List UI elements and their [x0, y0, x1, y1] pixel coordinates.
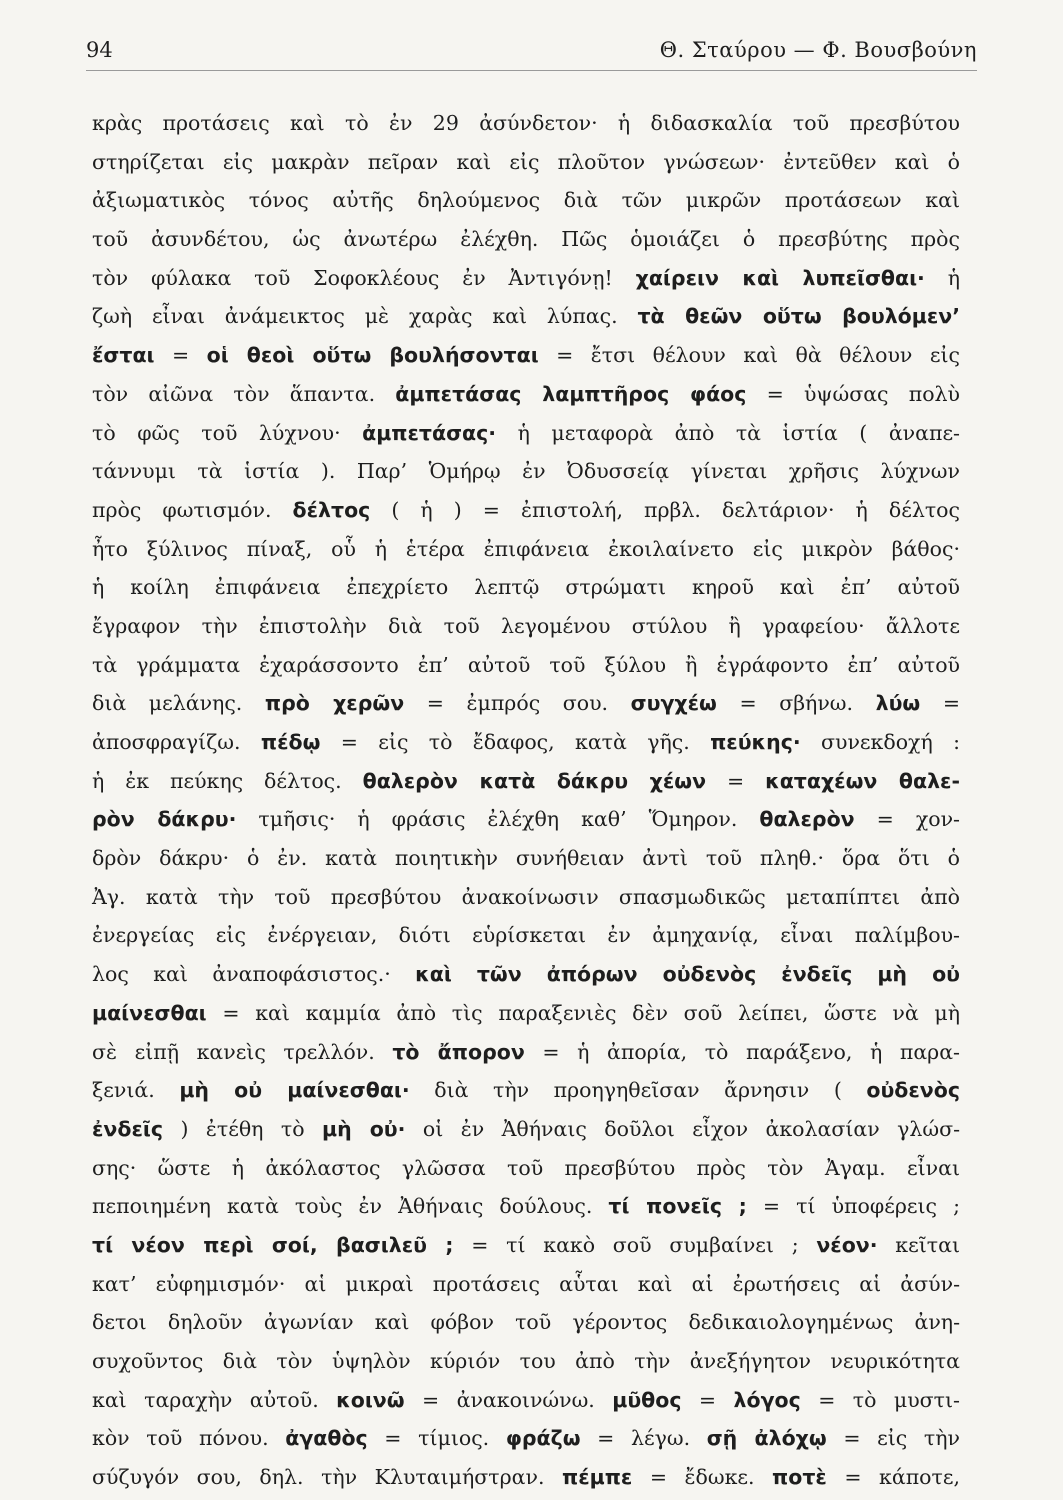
text-line: [92, 878, 960, 917]
lemma-bold: ἔσται: [92, 343, 155, 368]
lemma-bold: φράζω: [505, 1426, 581, 1451]
text-segment: =: [681, 1387, 734, 1412]
text-segment: πρὸς φωτισμόν.: [92, 497, 293, 522]
text-segment: = ἀνακοινώνω.: [404, 1387, 613, 1412]
text-segment: = κάποτε,: [826, 1465, 960, 1490]
lemma-bold: πέμπε: [561, 1465, 633, 1490]
text-segment: διὰ τὴν προηγηθεῖσαν ἄρνησιν (: [409, 1078, 867, 1103]
text-line: [92, 1033, 960, 1072]
text-line: [92, 955, 960, 994]
text-segment: = τί κακὸ σοῦ συμβαίνει ;: [453, 1232, 817, 1257]
text-segment: = ὑψώσας πολὺ: [746, 381, 960, 406]
text-segment: =: [706, 768, 766, 793]
text-line: [92, 1110, 960, 1149]
text-segment: = τίμιος.: [367, 1426, 506, 1451]
lemma-bold: ἐνδεῖς: [92, 1116, 164, 1141]
lemma-bold: οἱ θεοὶ οὕτω βουλήσονται: [206, 343, 539, 368]
text-line: [92, 491, 960, 530]
text-line: [92, 1265, 960, 1304]
text-segment: = ἔδωκε.: [632, 1465, 773, 1490]
lemma-bold: ἀμπετάσας·: [362, 420, 497, 445]
text-line: [92, 1342, 960, 1381]
text-line: [92, 452, 960, 491]
text-segment: = τὸ μυστι-: [800, 1387, 960, 1412]
text-segment: ἔγραφον τὴν ἐπιστολὴν διὰ τοῦ λεγομένου στύλου ἢ γραφείου· ἄλλοτε: [92, 613, 960, 638]
lemma-bold: σῇ ἀλόχῳ: [706, 1426, 827, 1451]
lemma-bold: τὸ ἄπορον: [392, 1039, 525, 1064]
lemma-bold: χαίρειν καὶ λυπεῖσθαι·: [635, 265, 925, 290]
text-segment: δετοι δηλοῦν ἀγωνίαν καὶ φόβον τοῦ γέροντος δεδικαιολογημένως ἀνη-: [92, 1310, 960, 1335]
text-line: [92, 143, 960, 182]
text-segment: σύζυγόν σου, δηλ. τὴν Κλυταιμήστραν.: [92, 1465, 562, 1490]
text-line: [92, 684, 960, 723]
text-segment: = χον-: [854, 807, 960, 832]
text-line: [92, 1149, 960, 1188]
text-segment: ) ἐτέθη τὸ: [163, 1116, 322, 1141]
text-segment: τὸν αἰῶνα τὸν ἅπαντα.: [92, 381, 396, 406]
text-line: [92, 1187, 960, 1226]
text-segment: = σβήνω.: [716, 691, 876, 716]
text-segment: ἐνεργείας εἰς ἐνέργειαν, διότι εὑρίσκεται ἐν ἀμηχανίᾳ, εἶναι παλίμβου-: [92, 923, 960, 948]
text-segment: κρὰς προτάσεις καὶ τὸ ἐν 29 ἀσύνδετον· ἡ διδασκαλία τοῦ πρεσβύτου: [92, 111, 960, 135]
text-segment: = ἡ ἀπορία, τὸ παράξενο, ἡ παρα-: [524, 1039, 960, 1064]
lemma-bold: ἀμπετάσας λαμπτῆρος φάος: [395, 381, 747, 406]
text-segment: ἡ ἐκ πεύκης δέλτος.: [92, 768, 363, 793]
text-segment: κατ’ εὐφημισμόν· αἱ μικραὶ προτάσεις αὗται καὶ αἱ ἐρωτήσεις αἱ ἀσύν-: [92, 1271, 960, 1296]
text-segment: ξενιά.: [92, 1078, 180, 1103]
text-segment: κὸν τοῦ πόνου.: [92, 1426, 286, 1451]
running-title: Θ. Σταύρου — Φ. Βουσβούνη: [659, 38, 977, 62]
text-segment: τὸ φῶς τοῦ λύχνου·: [92, 420, 363, 445]
lemma-bold: λόγος: [733, 1387, 801, 1412]
header-rule: [86, 70, 977, 71]
text-segment: πεποιημένη κατὰ τοὺς ἐν Ἀθήναις δούλους.: [92, 1194, 609, 1219]
text-segment: τὸν φύλακα τοῦ Σοφοκλέους ἐν Ἀντιγόνῃ!: [92, 265, 636, 290]
text-segment: κεῖται: [877, 1232, 960, 1257]
text-line: [92, 646, 960, 685]
lemma-bold: ποτὲ: [772, 1465, 827, 1490]
text-segment: = εἰς τὸ ἔδαφος, κατὰ γῆς.: [320, 730, 711, 754]
text-segment: ἀξιωματικὸς τόνος αὐτῆς δηλούμενος διὰ τῶν μικρῶν προτάσεων καὶ: [92, 188, 960, 213]
text-segment: συνεκδοχή :: [800, 730, 960, 754]
text-line: [92, 1303, 960, 1342]
text-segment: τμῆσις· ἡ φράσις ἐλέχθη καθ’ Ὅμηρον.: [236, 807, 760, 832]
text-segment: = ἔτσι θέλουν καὶ θὰ θέλουν εἰς: [538, 343, 960, 368]
lemma-bold: θαλερὸν κατὰ δάκρυ χέων: [362, 768, 707, 793]
lemma-bold: λύω: [875, 691, 921, 716]
text-line: [92, 104, 960, 143]
text-segment: δρὸν δάκρυ· ὁ ἐν. κατὰ ποιητικὴν συνήθειαν ἀντὶ τοῦ πληθ.· ὅρα ὅτι ὁ: [92, 846, 960, 871]
text-line: [92, 916, 960, 955]
lemma-bold: κοινῶ: [336, 1387, 405, 1412]
text-line: [92, 1226, 960, 1265]
text-line: [92, 414, 960, 453]
text-segment: ἦτο ξύλινος πίναξ, οὗ ἡ ἑτέρα ἐπιφάνεια ἐκοιλαίνετο εἰς μικρὸν βάθος·: [92, 536, 960, 561]
text-segment: καὶ ταραχὴν αὐτοῦ.: [92, 1387, 337, 1412]
lemma-bold: πέδῳ: [260, 730, 321, 754]
lemma-bold: πρὸ χερῶν: [264, 691, 405, 716]
text-line: [92, 1419, 960, 1458]
text-segment: σὲ εἰπῇ κανεὶς τρελλόν.: [92, 1039, 393, 1064]
text-line: [92, 297, 960, 336]
text-segment: στηρίζεται εἰς μακρὰν πεῖραν καὶ εἰς πλοῦτον γνώσεων· ἐντεῦθεν καὶ ὁ: [92, 149, 960, 174]
text-line: [92, 839, 960, 878]
text-line: [92, 762, 960, 801]
text-segment: σης· ὥστε ἡ ἀκόλαστος γλῶσσα τοῦ πρεσβύτου πρὸς τὸν Ἀγαμ. εἶναι: [92, 1155, 960, 1180]
text-segment: τοῦ ἀσυνδέτου, ὡς ἀνωτέρω ἐλέχθη. Πῶς ὁμοιάζει ὁ πρεσβύτης πρὸς: [92, 227, 960, 252]
text-segment: τάννυμι τὰ ἱστία ). Παρ’ Ὁμήρῳ ἐν Ὀδυσσείᾳ γίνεται χρῆσις λύχνων: [92, 459, 960, 484]
text-segment: ἀποσφραγίζω.: [92, 730, 261, 754]
lemma-bold: τί νέον περὶ σοί, βασιλεῦ ;: [92, 1232, 454, 1257]
text-segment: =: [920, 691, 961, 716]
lemma-bold: καταχέων θαλε-: [765, 768, 960, 793]
text-segment: Ἀγ. κατὰ τὴν τοῦ πρεσβύτου ἀνακοίνωσιν σπασμωδικῶς μεταπίπτει ἀπὸ: [92, 884, 960, 909]
text-line: [92, 994, 960, 1033]
text-line: [92, 568, 960, 607]
page-number: 94: [86, 38, 113, 62]
text-line: [92, 1381, 960, 1420]
text-segment: = εἰς τὴν: [826, 1426, 960, 1451]
text-segment: ζωὴ εἶναι ἀνάμεικτος μὲ χαρὰς καὶ λύπας.: [92, 304, 638, 329]
text-line: [92, 800, 960, 839]
text-segment: ἡ: [924, 265, 960, 290]
lemma-bold: δέλτος: [292, 497, 371, 522]
text-segment: ἡ κοίλη ἐπιφάνεια ἐπεχρίετο λεπτῷ στρώματι κηροῦ καὶ ἐπ’ αὐτοῦ: [92, 575, 960, 600]
text-line: [92, 723, 960, 762]
lemma-bold: συγχέω: [630, 691, 717, 716]
lemma-bold: πεύκης·: [710, 730, 801, 754]
text-line: [92, 375, 960, 414]
commentary-text: [92, 104, 960, 1497]
text-segment: = τί ὑποφέρεις ;: [746, 1194, 961, 1219]
lemma-bold: μὴ οὐ μαίνεσθαι·: [179, 1078, 410, 1103]
text-line: [92, 336, 960, 375]
lemma-bold: ἀγαθὸς: [285, 1426, 368, 1451]
text-line: [92, 1071, 960, 1110]
lemma-bold: νέον·: [816, 1232, 878, 1257]
lemma-bold: μῦθος: [612, 1387, 682, 1412]
lemma-bold: τὰ θεῶν οὕτω βουλόμεν’: [637, 304, 960, 329]
lemma-bold: μὴ οὐ·: [322, 1116, 406, 1141]
text-line: [92, 530, 960, 569]
text-segment: λος καὶ ἀναποφάσιστος.·: [92, 962, 416, 987]
text-segment: = καὶ καμμία ἀπὸ τὶς παραξενιὲς δὲν σοῦ λείπει, ὥστε νὰ μὴ: [206, 1000, 960, 1025]
lemma-bold: καὶ τῶν ἀπόρων οὐδενὸς ἐνδεῖς μὴ οὐ: [415, 962, 960, 987]
text-segment: ( ἡ ) = ἐπιστολή, πρβλ. δελτάριον· ἡ δέλτος: [370, 497, 961, 522]
text-segment: = λέγω.: [580, 1426, 707, 1451]
text-segment: ἡ μεταφορὰ ἀπὸ τὰ ἱστία ( ἀναπε-: [496, 420, 960, 445]
text-segment: συχοῦντος διὰ τὸν ὑψηλὸν κύριόν του ἀπὸ τὴν ἀνεξήγητον νευρικότητα: [92, 1349, 960, 1373]
text-segment: διὰ μελάνης.: [92, 691, 265, 716]
text-segment: = ἐμπρός σου.: [404, 691, 631, 716]
text-line: [92, 1458, 960, 1497]
lemma-bold: μαίνεσθαι: [92, 1000, 207, 1025]
text-line: [92, 181, 960, 220]
text-line: [92, 607, 960, 646]
text-line: [92, 220, 960, 259]
lemma-bold: θαλερὸν: [759, 807, 855, 832]
text-segment: τὰ γράμματα ἐχαράσσοντο ἐπ’ αὐτοῦ τοῦ ξύλου ἢ ἐγράφοντο ἐπ’ αὐτοῦ: [92, 652, 960, 677]
text-line: [92, 259, 960, 298]
page-header: [86, 38, 977, 70]
lemma-bold: τί πονεῖς ;: [608, 1194, 747, 1219]
text-segment: οἱ ἐν Ἀθήναις δοῦλοι εἶχον ἀκολασίαν γλώσ-: [405, 1116, 960, 1141]
lemma-bold: ρὸν δάκρυ·: [92, 807, 237, 832]
lemma-bold: οὐδενὸς: [866, 1078, 960, 1103]
text-segment: =: [154, 343, 207, 368]
